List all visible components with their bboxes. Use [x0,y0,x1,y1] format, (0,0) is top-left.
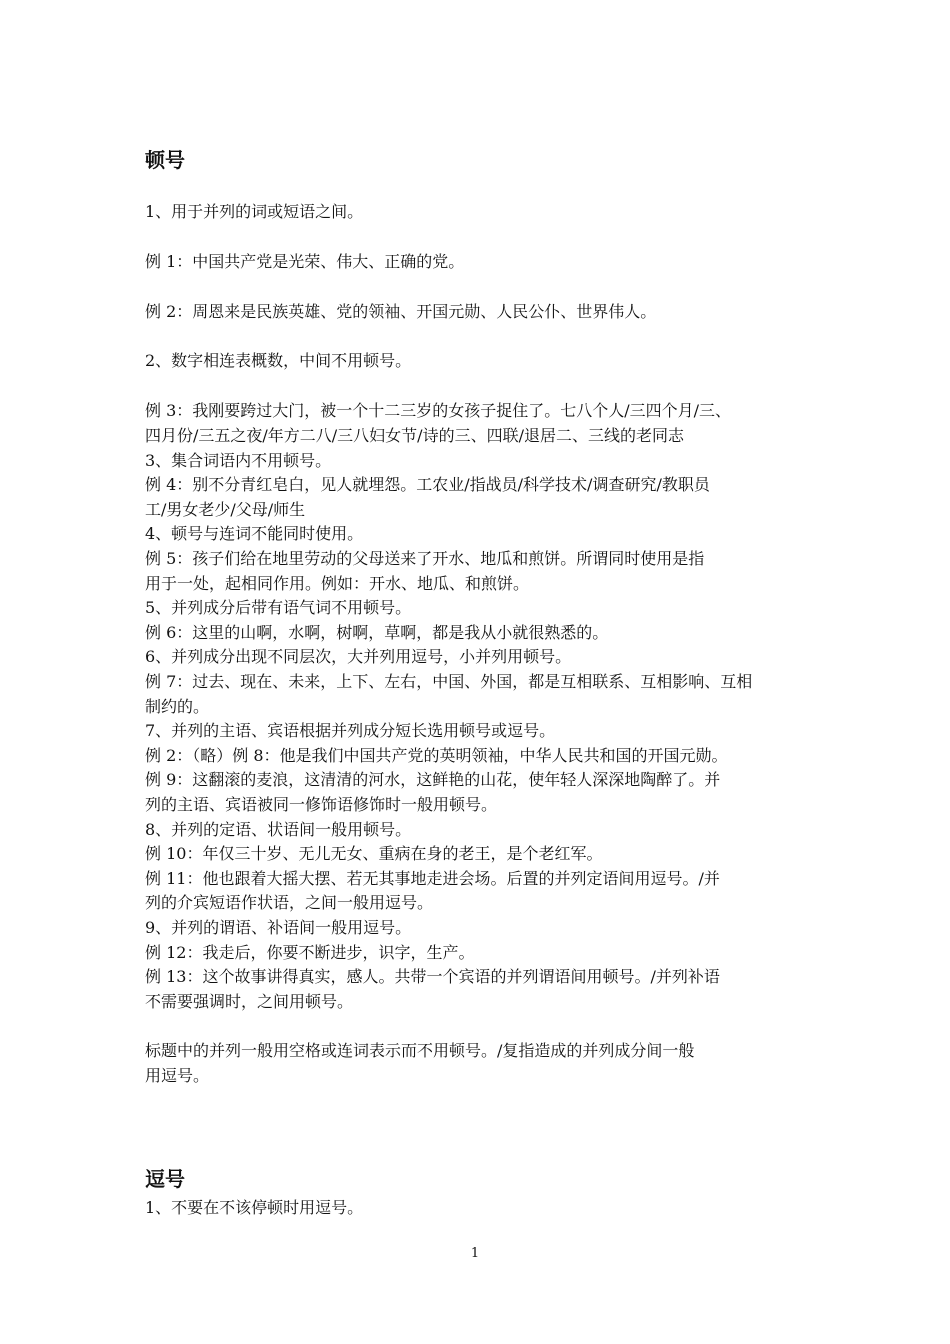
comma-rule-1: 1、不要在不该停顿时用逗号。 [145,1198,364,1217]
rule-2: 2、数字相连表概数，中间不用顿号。 [145,351,412,370]
rule-7: 7、并列的主语、宾语根据并列成分短长选用顿号或逗号。 [145,721,556,740]
example-2: 例 2：周恩来是民族英雄、党的领袖、开国元勋、人民公仆、世界伟人。 [145,302,657,321]
rule-1: 1、用于并列的词或短语之间。 [145,202,364,221]
rule-9: 9、并列的谓语、补语间一般用逗号。 [145,918,412,937]
section-heading-douhao: 逗号 [145,1167,185,1191]
rule-4: 4、顿号与连词不能同时使用。 [145,524,364,543]
example-7-line-1: 例 7：过去、现在、未来，上下、左右，中国、外国，都是互相联系、互相影响、互相 [145,672,753,691]
page-number: 1 [470,1246,480,1261]
example-3-line-2: 四月份/三五之夜/年方二八/三八妇女节/诗的三、四联/退居二、三线的老同志 [145,426,684,445]
example-13-line-2: 不需要强调时，之间用顿号。 [145,992,354,1011]
rule-3: 3、集合词语内不用顿号。 [145,451,332,470]
example-12: 例 12：我走后，你要不断进步，识字，生产。 [145,943,475,962]
example-6: 例 6：这里的山啊，水啊，树啊，草啊，都是我从小就很熟悉的。 [145,623,609,642]
example-10: 例 10：年仅三十岁、无儿无女、重病在身的老王，是个老红军。 [145,844,603,863]
example-8: 例 2：（略）例 8：他是我们中国共产党的英明领袖，中华人民共和国的开国元勋。 [145,746,728,765]
example-3-line-1: 例 3：我刚要跨过大门，被一个十二三岁的女孩子捉住了。七八个人/三四个月/三、 [145,401,732,420]
example-4-line-2: 工/男女老少/父母/师生 [145,500,306,519]
example-7-line-2: 制约的。 [145,697,210,716]
example-9-line-1: 例 9：这翻滚的麦浪，这清清的河水，这鲜艳的山花，使年轻人深深地陶醉了。并 [145,770,721,789]
rule-8: 8、并列的定语、状语间一般用顿号。 [145,820,412,839]
rule-6: 6、并列成分出现不同层次，大并列用逗号，小并列用顿号。 [145,647,572,666]
example-5-line-1: 例 5：孩子们给在地里劳动的父母送来了开水、地瓜和煎饼。所谓同时使用是指 [145,549,705,568]
title-note-line-2: 用逗号。 [145,1066,210,1085]
section-heading-dunhao: 顿号 [145,148,185,172]
example-1: 例 1：中国共产党是光荣、伟大、正确的党。 [145,252,465,271]
example-5-line-2: 用于一处，起相同作用。例如：开水、地瓜、和煎饼。 [145,574,530,593]
example-9-line-2: 列的主语、宾语被同一修饰语修饰时一般用顿号。 [145,795,498,814]
title-note-line-1: 标题中的并列一般用空格或连词表示而不用顿号。/复指造成的并列成分间一般 [145,1041,695,1060]
example-13-line-1: 例 13：这个故事讲得真实，感人。共带一个宾语的并列谓语间用顿号。/并列补语 [145,967,720,986]
rule-5: 5、并列成分后带有语气词不用顿号。 [145,598,412,617]
example-11-line-1: 例 11：他也跟着大摇大摆、若无其事地走进会场。后置的并列定语间用逗号。/并 [145,869,720,888]
example-4-line-1: 例 4：别不分青红皂白，见人就埋怨。工农业/指战员/科学技术/调查研究/教职员 [145,475,710,494]
example-11-line-2: 列的介宾短语作状语，之间一般用逗号。 [145,893,434,912]
